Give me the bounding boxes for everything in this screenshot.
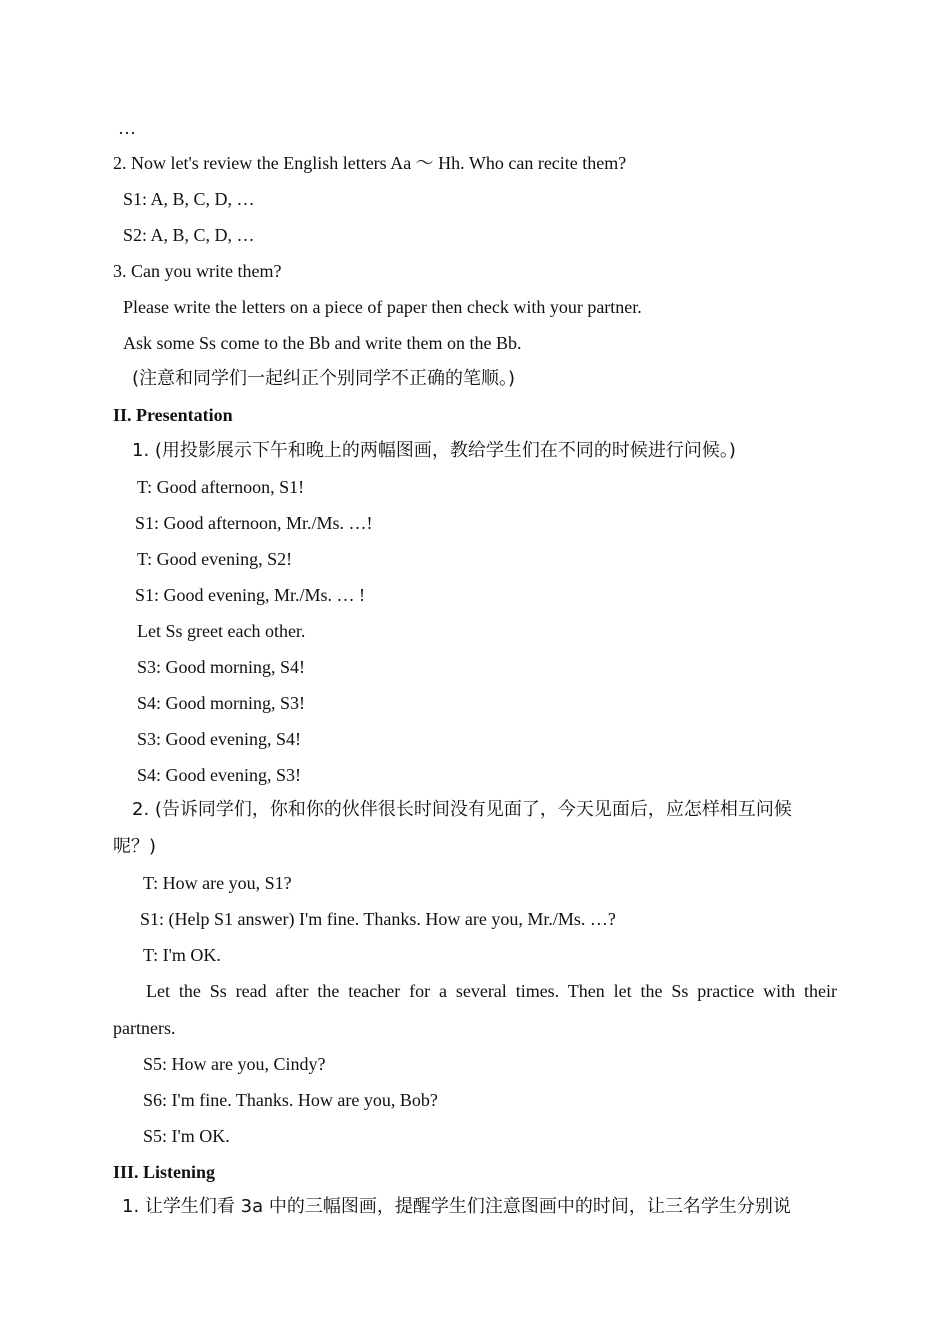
- dialog-line: S2: A, B, C, D, …: [123, 225, 255, 245]
- dialog-line: T: Good evening, S2!: [137, 549, 293, 569]
- ellipsis-line: …: [118, 118, 136, 138]
- dialog-line: S5: I'm OK.: [143, 1126, 230, 1146]
- instruction-line: Ask some Ss come to the Bb and write them on the Bb.: [123, 333, 522, 353]
- step-3-write-letters: 3. Can you write them?: [113, 261, 282, 281]
- dialog-line: S5: How are you, Cindy?: [143, 1054, 326, 1074]
- step-2-review-letters: 2. Now let's review the English letters Aa ～ Hh. Who can recite them?: [113, 153, 627, 173]
- dialog-line: S1: Good evening, Mr./Ms. … !: [135, 585, 366, 605]
- section-heading-presentation: II. Presentation: [113, 405, 233, 425]
- section-heading-listening: III. Listening: [113, 1162, 216, 1182]
- instruction-paragraph: Let the Ss read after the teacher for a several times. Then let the Ss practice with their: [146, 981, 837, 1001]
- dialog-line: T: How are you, S1?: [143, 873, 292, 893]
- dialog-line: S3: Good morning, S4!: [137, 657, 306, 677]
- instruction-line: Let Ss greet each other.: [137, 621, 306, 641]
- instruction-paragraph-cont: partners.: [113, 1018, 176, 1038]
- dialog-line: T: I'm OK.: [143, 945, 221, 965]
- dialog-line: T: Good afternoon, S1!: [137, 477, 305, 497]
- dialog-line: S4: Good evening, S3!: [137, 765, 301, 785]
- dialog-line: S1: Good afternoon, Mr./Ms. …!: [135, 513, 373, 533]
- dialog-line: S4: Good morning, S3!: [137, 693, 306, 713]
- dialog-line: S1: (Help S1 answer) I'm fine. Thanks. How are you, Mr./Ms. …?: [140, 909, 616, 929]
- chinese-note: (注意和同学们一起纠正个别同学不正确的笔顺。): [132, 368, 516, 389]
- instruction-line: Please write the letters on a piece of paper then check with your partner.: [123, 297, 642, 317]
- dialog-line: S6: I'm fine. Thanks. How are you, Bob?: [143, 1090, 438, 1110]
- dialog-line: S1: A, B, C, D, …: [123, 189, 255, 209]
- presentation-step-1: 1. (用投影展示下午和晚上的两幅图画，教给学生们在不同的时候进行问候。): [132, 440, 736, 461]
- presentation-step-2: 2. (告诉同学们，你和你的伙伴很长时间没有见面了，今天见面后，应怎样相互问候: [132, 799, 792, 820]
- listening-step-1: 1. 让学生们看 3a 中的三幅图画，提醒学生们注意图画中的时间，让三名学生分别说: [122, 1196, 791, 1217]
- presentation-step-2-cont: 呢？): [113, 836, 157, 857]
- dialog-line: S3: Good evening, S4!: [137, 729, 301, 749]
